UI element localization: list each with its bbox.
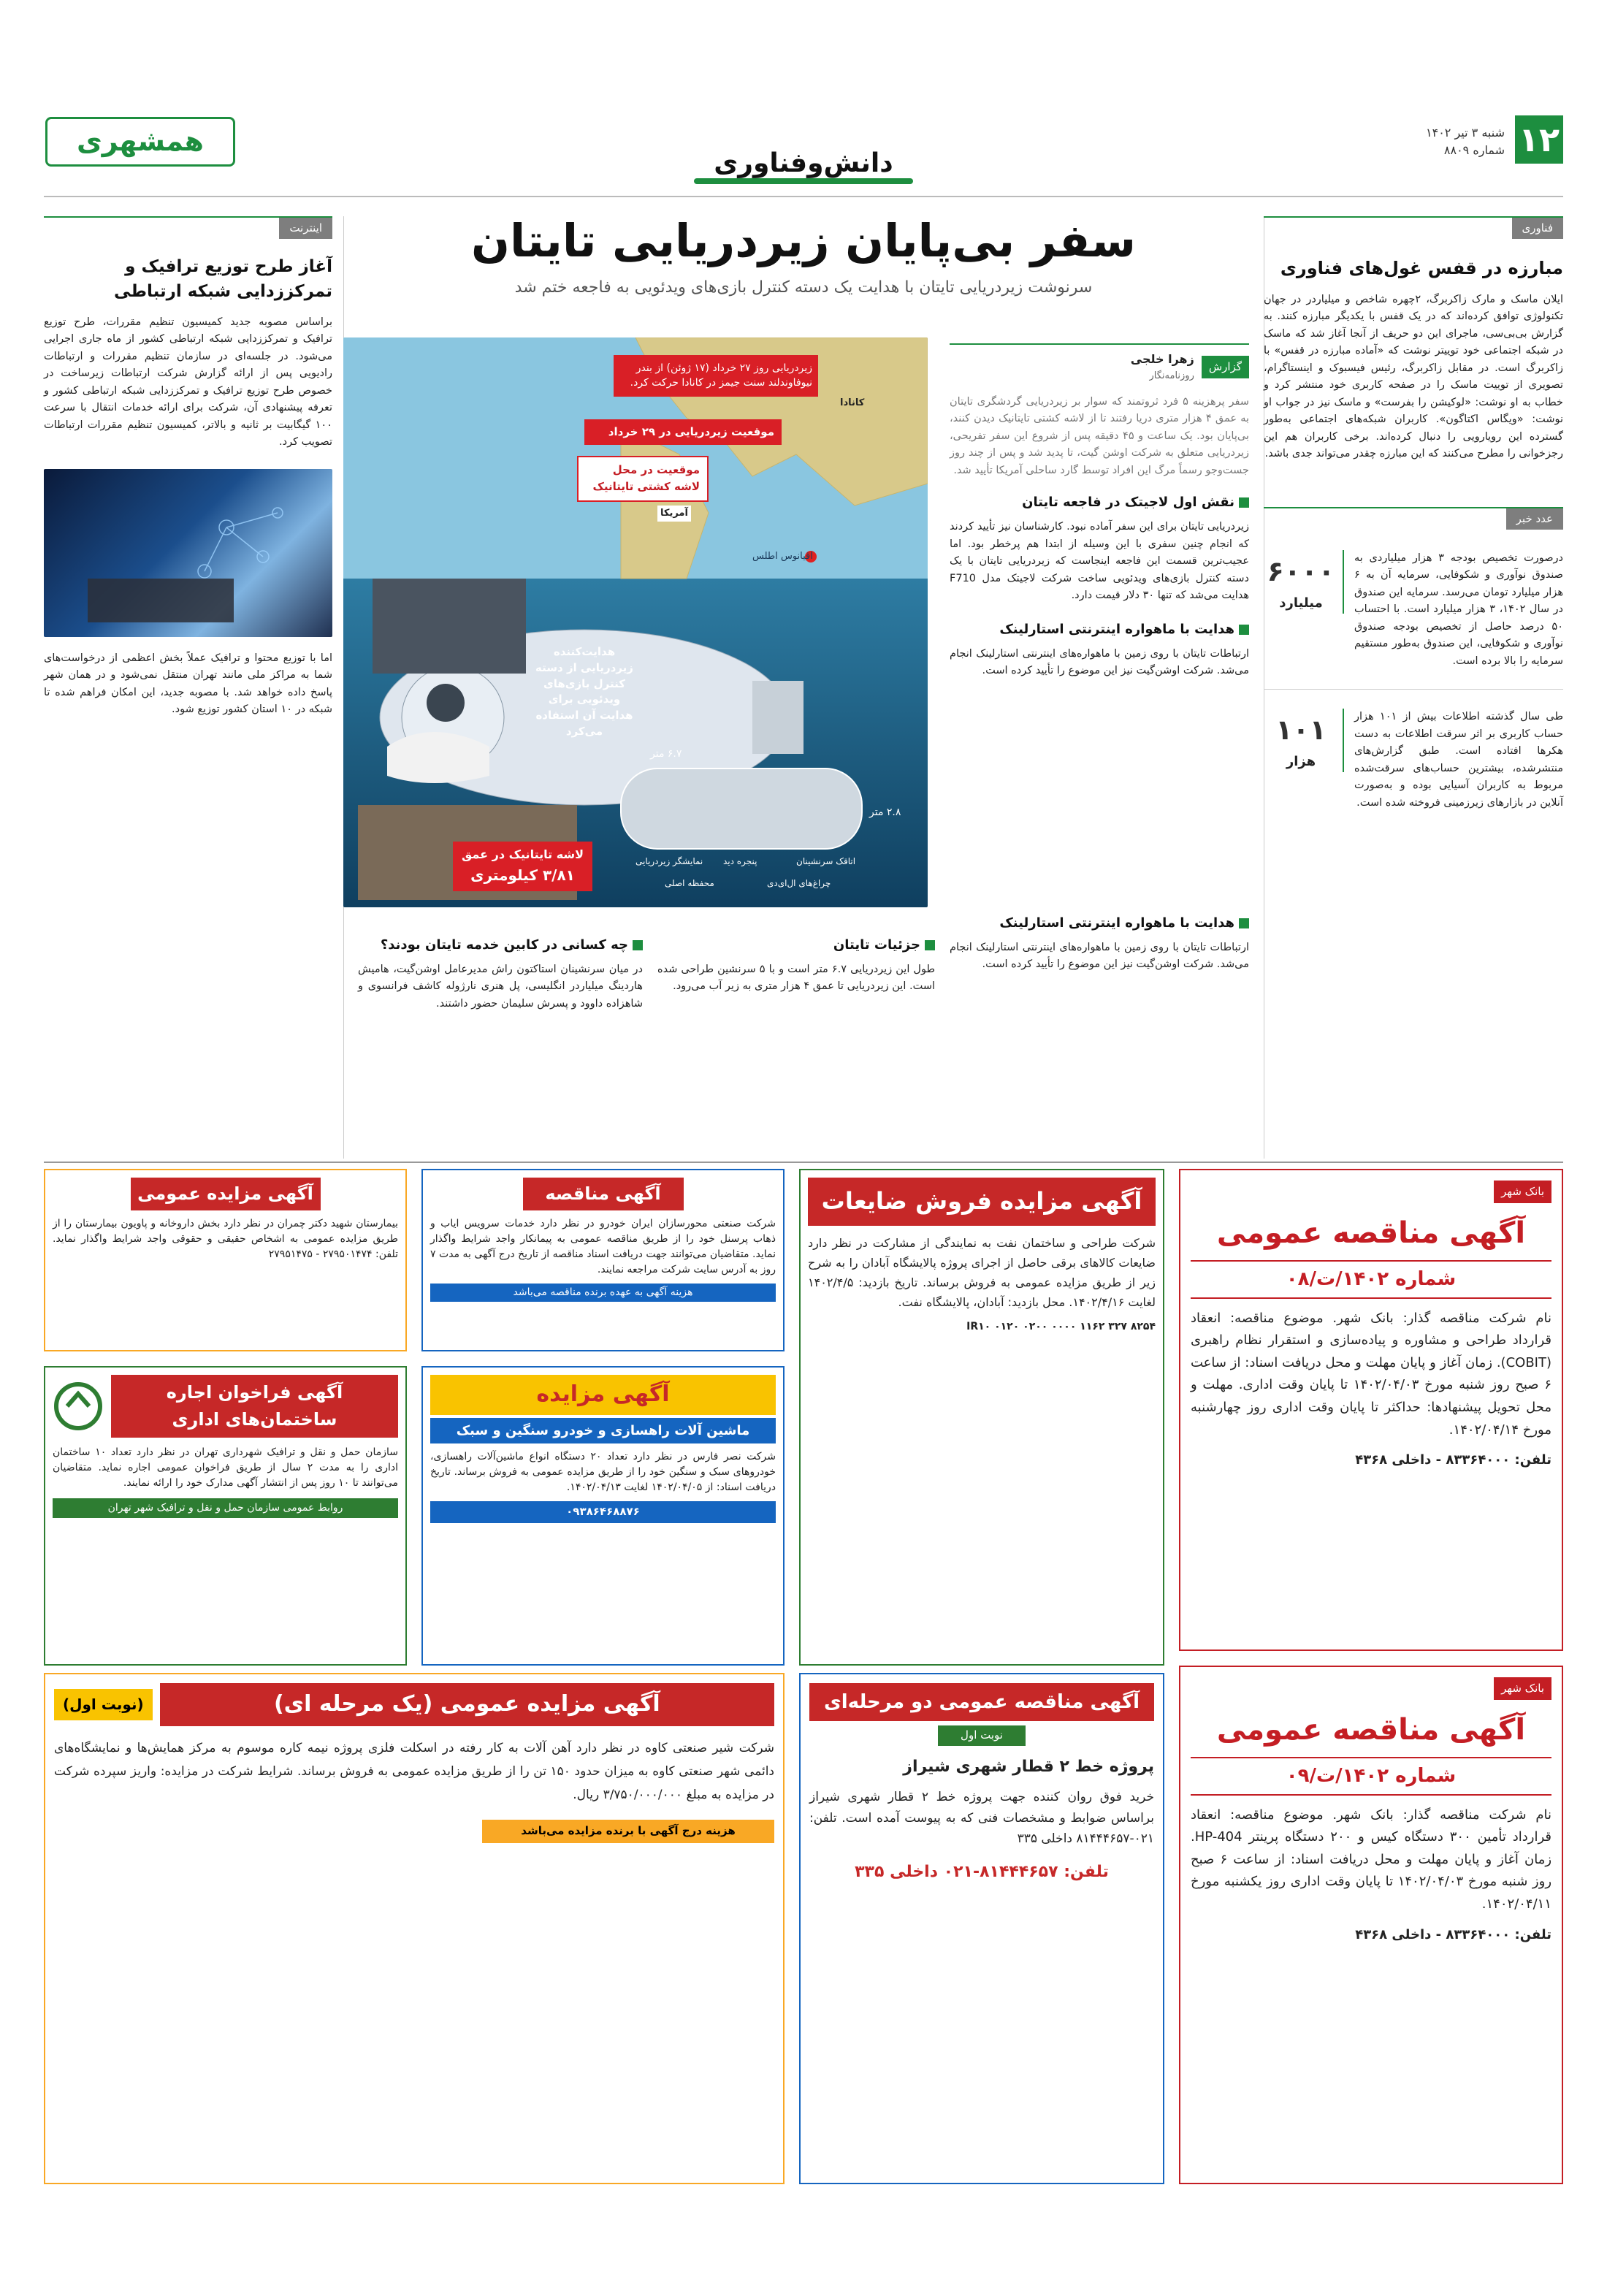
stat-number: ۶۰۰۰ xyxy=(1267,554,1335,587)
article-body: در میان سرنشینان استاکتون راش مدیرعامل اوشن‌گیت، هامیش هاردینگ میلیاردر انگلیسی، پل هنری نارژوله کاشف فرانسوی و شاهزاده داوود و پسرش سلیمان حضور داشتند. xyxy=(358,963,643,1010)
article-body: اما با توزیع محتوا و ترافیک عملاً بخش اعظمی از درخواست‌های شما به مراکز ملی مانند تهران منتقل نمی‌شود و در همان شهر پاسخ داده خواهد شد. با مصوبه جدید، این امکان فراهم شده تا شبکه در ۱۰ استان کشور توزیع شود. xyxy=(44,652,332,716)
ad-account: IR۱۰ ۰۱۲۰ ۰۲۰۰ ۰۰۰۰ ۱۱۶۲ ۳۲۷ ۸۲۵۴ xyxy=(966,1321,1156,1333)
map-label: کانادا xyxy=(840,397,865,408)
right-column xyxy=(1264,216,1563,812)
ad-title: آگهی مناقصه عمومی xyxy=(1216,1216,1526,1251)
article-intro: سفر پرهزینه ۵ فرد ثروتمند که سوار بر زیردریایی گردشگری تایتان به عمق ۴ هزار متری دریا رفتند تا از لاشه کشتی تایتانیک دیدن کنند، بی‌پایان بود. یک ساعت و ۴۵ دقیقه پس از شروع این سفر تفریحی، زیردریایی متعلق به شرکت اوشن گیت، تا پدید شد و پس از چند روز جست‌وجو رسماً مرگ این افراد توسط گارد ساحلی آمریکا تأیید شد. xyxy=(950,395,1249,476)
map-callout: موقعیت زیردریایی در ۲۹ خرداد xyxy=(584,419,782,445)
part-label: نمایشگر زیردریایی xyxy=(635,856,703,866)
wreck-depth: ۳/۸۱ کیلومتری xyxy=(470,866,575,884)
ad-body: خرید فوق روان کننده جهت پروژه خط ۲ قطار شهری شیراز براساس ضوابط و مشخصات فنی که به پیوست آمده است. تلفن: ۰۲۱-۸۱۴۴۴۶۵۷ داخلی ۳۳۵ xyxy=(809,1789,1154,1847)
subhead xyxy=(950,619,1249,640)
ad-scrap-auction xyxy=(799,1169,1164,1666)
section-tag: عدد خبر xyxy=(1506,508,1563,530)
newspaper-logo: همشهری xyxy=(45,117,235,167)
ad-subtitle: ماشین آلات راهسازی و خودرو سنگین و سبک xyxy=(430,1418,776,1444)
article-title: مبارزه در قفس غول‌های فناوری xyxy=(1280,258,1563,279)
article-body: براساس مصوبه جدید کمیسیون تنظیم مقررات، طرح توزیع ترافیک و تمرکززدایی شبکه ارتباطی کشور از ماه جاری اجرایی می‌شود. در جلسه‌ای در سازمان تنظیم مقررات و ارتباطات رادیویی پس از ارائه گزارش شرکت ارتباطات زیرساخت در خصوص طرح توزیع ترافیک و تمرکززدایی شبکه ارتباطی کشور و تعرفه پیشنهادی آن، شرکت برای ارائه خدمات انتقال با سرعت ۱۰۰ گیگابیت بر ثانیه و بالاتر، کمیسیون تنظیم مقررات ارتباطات تصویب کرد. xyxy=(44,316,332,449)
ad-bank-shahr-1 xyxy=(1179,1169,1563,1651)
ad-bank-shahr-2 xyxy=(1179,1666,1563,2184)
ad-phone: ۰۹۳۸۶۴۶۸۸۷۶ xyxy=(430,1501,776,1522)
bullet-icon xyxy=(1239,625,1249,635)
author-role: روزنامه‌نگار xyxy=(1149,370,1194,381)
article-body: طول این زیردریایی ۶.۷ متر است و با ۵ سرنشین طراحی شده است. این زیردریایی تا عمق ۴ هزار متری به زیر آب می‌رود. xyxy=(657,963,936,993)
bullet-icon xyxy=(1239,918,1249,928)
ad-number: شماره ۱۴۰۲/ت/۰۹ xyxy=(1191,1757,1551,1795)
subhead-text: چه کسانی در کابین خدمه تایتان بودند؟ xyxy=(380,937,628,953)
ad-title: آگهی مناقصه عمومی xyxy=(1216,1713,1526,1747)
ad-title: آگهی مزایده xyxy=(430,1375,776,1415)
ad-kaveh-auction xyxy=(44,1673,785,2184)
article-body: ارتباطات تایتان با روی زمین با ماهواره‌های اینترنتی استارلینک انجام می‌شد. شرکت اوشن‌گیت نیز این موضوع را تأیید کرده است. xyxy=(950,941,1249,971)
ad-title: آگهی مزایده فروش ضایعات xyxy=(808,1178,1156,1226)
main-article xyxy=(358,212,1249,300)
ad-body: شرکت طراحی و ساختمان نفت به نمایندگی از مشارکت در نظر دارد ضایعات کالاهای برقی حاصل از اجرای پروژه پالایشگاه آبادان را به شرح زیر از طریق مزایده عمومی به فروش برساند. تاریخ بازدید: ۱۴۰۲/۴/۵ لغایت ۱۴۰۲/۴/۱۶. محل بازدید: آبادان، پالایشگاه نفت. xyxy=(808,1235,1156,1310)
article-body: ارتباطات تایتان با روی زمین با ماهواره‌های اینترنتی استارلینک انجام می‌شد. شرکت اوشن‌گیت نیز این موضوع را تأیید کرده است. xyxy=(950,647,1249,677)
ad-body: شرکت شیر صنعتی کاوه در نظر دارد آهن آلات به کار رفته در اسکلت فلزی پروژه نیمه کاره موسوم به مرکز همایش‌ها و نمایشگاه‌های دائمی شهر صنعتی کاوه به میزان حدود ۱۵۰ تن را از طریق مزایده عمومی به فروش برساند. شرایط شرکت در مزایده: واریز سپرده شرکت در مزایده به مبلغ ۳/۷۵۰/۰۰۰/۰۰۰ ریال. xyxy=(54,1740,774,1803)
author-name: زهرا خلجی xyxy=(1130,352,1194,366)
ad-footer: هزینه آگهی به عهده برنده مناقصه می‌باشد xyxy=(430,1284,776,1302)
ad-phone: تلفن: ۸۳۳۶۴۰۰۰ - داخلی ۴۳۶۸ xyxy=(1355,1926,1551,1942)
stat-text: درصورت تخصیص بودجه ۳ هزار میلیاردی به صندوق نوآوری و شکوفایی، سرمایه آن به ۶ هزار میلیارد تومان می‌رسد. سرمایه این صندوق در سال ۱۴۰۲، ۳ هزار میلیارد است. با احتساب ۵۰ درصد حاصل از تخصیص بودجه صندوق نوآوری و شکوفایی، این صندوق به‌طور مستقیم سرمایه را بالا برده است. xyxy=(1354,552,1564,667)
wreck-depth-box xyxy=(453,842,592,891)
map-callout: موقعیت در محل لاشه کشتی تایتانیک xyxy=(577,456,709,502)
subhead-text: هدایت با ماهواره اینترنتی استارلینک xyxy=(999,621,1234,637)
ad-two-stage-tender xyxy=(799,1673,1164,2184)
article-body: زیردریایی تایتان برای این سفر آماده نبود. کارشناسان نیز تأیید کردند که انجام چنین سفری با این وسیله از ابتدا هم پرخطر بود. اما عجیب‌ترین قسمت این فاجعه اینجاست که زیردریایی تایتان با یک دسته کنترل بازی‌های ویدئویی ساخت شرکت لاجیتک مدل F710 هدایت می‌شد که تنها ۳۰ دلار قیمت دارد. xyxy=(950,521,1249,602)
issue-number: شماره ۸۸۰۹ xyxy=(1443,143,1505,157)
ad-body: نام شرکت مناقصه گذار: بانک شهر. موضوع مناقصه: انعقاد قرارداد طراحی و مشاوره و پیاده‌سازی و استقرار نظام راهبری (COBIT). زمان آغاز و پایان مهلت و محل دریافت اسناد: از ساعت ۶ صبح روز شنبه مورخ ۱۴۰۲/۰۴/۰۳ تا پایان وقت اداری. مهلت و محل تحویل پیشنهادها: حداکثر تا پایان وقت اداری روز چهارشنبه مورخ ۱۴۰۲/۰۴/۱۴. xyxy=(1191,1310,1551,1438)
wreck-title: لاشه تایتانیک در عمق xyxy=(462,847,584,861)
ad-body: بیمارستان شهید دکتر چمران در نظر دارد بخش داروخانه و پاویون بیمارستان را از طریق مزایده عمومی به اشخاص حقیقی و حقوقی واجد شرایط واگذار نماید. تلفن: ۲۷۹۵۰۱۴۷۴ - ۲۷۹۵۱۴۷۵ xyxy=(53,1218,398,1261)
bullet-icon xyxy=(925,940,935,950)
stat-unit: هزار xyxy=(1286,754,1316,770)
ad-body: نام شرکت مناقصه گذار: بانک شهر. موضوع مناقصه: انعقاد قرارداد تأمین ۳۰۰ دستگاه کیس و ۲۰۰ دستگاه پرینتر HP-404. زمان آغاز و پایان مهلت و محل دریافت اسناد: از ساعت ۶ صبح روز شنبه مورخ ۱۴۰۲/۰۴/۰۳ تا پایان وقت اداری روز یکشنبه مورخ ۱۴۰۲/۰۴/۱۱. xyxy=(1191,1807,1552,1912)
bullet-icon xyxy=(1239,497,1249,508)
ad-title: آگهی مناقصه xyxy=(523,1178,684,1210)
ad-title: آگهی مزایده عمومی xyxy=(131,1178,321,1210)
main-headline: سفر بی‌پایان زیردریایی تایتان xyxy=(471,214,1136,267)
report-label: گزارش xyxy=(1202,356,1249,378)
section-title: دانش‌وفناوری xyxy=(714,148,893,178)
subhead-text: هدایت با ماهواره اینترنتی استارلینک xyxy=(999,915,1234,931)
ad-hospital-auction xyxy=(44,1169,407,1351)
ad-title: آگهی مزایده عمومی (یک مرحله ای) xyxy=(160,1683,774,1726)
sub-article xyxy=(657,935,935,996)
ad-brand: بانک شهر xyxy=(1494,1181,1551,1203)
article-body: ایلان ماسک و مارک زاکربرگ، ۲چهره شاخص و میلیاردر در جهان تکنولوژی توافق کرده‌اند که در یک قفس با یکدیگر مبارزه کنند. به گزارش بی‌بی‌سی، ماجرای این دو حریف از آنجا آغاز شد که ماسک در شبکه اجتماعی خود توییتر نوشت که «آماده مبارزه در قفس» با زاکربرگ است. در مقابل زاکربرگ، رئیس فیسبوک و اینستاگرام، تصویری از توییت ماسک را در صفحه کاربری خود منتشر کرد و خطاب به او نوشت: «لوکیشن را بفرست» و ماسک نیز در جواب او نوشت: «ویگاس اکتاگون». کاربران شبکه‌های اجتماعی به‌طور گسترده این رویارویی را دنبال کرده‌اند. برخی کاربران هم این رجزخوانی را مطرح می‌کنند که این مبارزه چقدر می‌تواند جدی باشد. xyxy=(1264,293,1563,460)
stat-unit: میلیارد xyxy=(1279,595,1323,611)
ad-footer: هزینه درج آگهی با برنده مزایده می‌باشد xyxy=(482,1820,774,1842)
part-label: چراغ‌های ال‌ای‌دی xyxy=(767,878,831,888)
ad-title: آگهی فراخوان اجاره ساختمان‌های اداری xyxy=(111,1375,398,1438)
ad-transport-rental xyxy=(44,1366,407,1666)
sub-article xyxy=(358,935,643,1012)
ad-brand: بانک شهر xyxy=(1494,1677,1551,1700)
bullet-icon xyxy=(633,940,643,950)
part-label: پنجره دید xyxy=(723,856,757,866)
section-tag: فناوری xyxy=(1512,218,1564,239)
sub-article xyxy=(950,913,1249,974)
page-number: ۱۲ xyxy=(1515,115,1563,164)
header-rule xyxy=(44,196,1563,197)
map-label: اقیانوس اطلس xyxy=(752,551,813,562)
ad-phone: تلفن: ۸۱۴۴۴۶۵۷-۰۲۱ داخلی ۳۳۵ xyxy=(855,1863,1109,1882)
subhead xyxy=(950,913,1249,934)
controller-caption: هدایت‌کننده زیردریایی از دسته کنترل بازی‌های ویدئویی برای هدایت آن استفاده می‌کرد xyxy=(535,645,633,738)
titan-infographic xyxy=(343,337,928,907)
subhead xyxy=(358,935,643,956)
part-label: اتاقک سرنشینان xyxy=(796,856,856,866)
ad-machinery-auction xyxy=(421,1366,785,1666)
ad-number: شماره ۱۴۰۲/ت/۰۸ xyxy=(1191,1260,1551,1298)
ad-project: پروژه خط ۲ قطار شهری شیراز xyxy=(903,1757,1154,1776)
map-callout: زیردریایی روز ۲۷ خرداد (۱۷ ژوئن) از بندر نیوفاوندلند سنت جیمز در کانادا حرکت کرد. xyxy=(614,355,818,397)
dimension-label: ۲.۸ متر xyxy=(869,806,901,818)
subhead xyxy=(657,935,935,956)
ad-tag: نوبت اول xyxy=(938,1725,1026,1745)
ad-tender xyxy=(421,1169,785,1351)
subhead-text: نقش اول لاجیتک در فاجعه تایتان xyxy=(1022,495,1234,511)
laptop-photo xyxy=(44,469,332,637)
dimension-label: ۶.۷ متر xyxy=(650,748,682,760)
ads-divider xyxy=(44,1162,1563,1163)
section-underline xyxy=(694,178,913,184)
left-column xyxy=(44,216,332,719)
ad-phone: تلفن: ۸۳۳۶۴۰۰۰ - داخلی ۴۳۶۸ xyxy=(1355,1452,1551,1468)
recycle-logo-icon xyxy=(53,1381,104,1432)
map-label: آمریکا xyxy=(657,506,691,522)
article-text-column xyxy=(950,343,1249,680)
section-tag: اینترنت xyxy=(279,218,332,239)
ad-title: آگهی مناقصه عمومی دو مرحله‌ای xyxy=(809,1683,1154,1721)
main-subtitle: سرنوشت زیردریایی تایتان با هدایت یک دسته کنترل بازی‌های ویدئویی به فاجعه ختم شد xyxy=(514,278,1093,297)
stat-text: طی سال گذشته اطلاعات بیش از ۱۰۱ هزار حساب کاربری بر اثر سرقت اطلاعات به دست هکرها افتاده است. طبق گزارش‌های منتشرشده، بیشترین حساب‌های سرقت‌شده مربوط به کاربران آسیایی بوده و به‌صورت آنلاین در بازارهای زیرزمینی فروخته شده است. xyxy=(1354,711,1563,809)
ad-footer: روابط عمومی سازمان حمل و نقل و ترافیک شهر تهران xyxy=(53,1498,398,1518)
subhead xyxy=(950,492,1249,513)
ad-body: شرکت صنعتی محورسازان ایران خودرو در نظر دارد خدمات سرویس ایاب و ذهاب پرسنل خود را از طریق مناقصه عمومی به پیمانکار واجد شرایط واگذار نماید. متقاضیان می‌توانند جهت دریافت اسناد مناقصه از تاریخ درج آگهی به مدت ۷ روز به آدرس سایت شرکت مراجعه نمایند. xyxy=(430,1218,776,1276)
part-label: محفظه اصلی xyxy=(665,878,714,888)
ad-body: شرکت نصر فارس در نظر دارد تعداد ۲۰ دستگاه انواع ماشین‌آلات راهسازی، خودروهای سبک و سنگین خود را از طریق مزایده عمومی به فروش برساند. تاریخ دریافت اسناد: از ۱۴۰۲/۰۴/۰۵ لغایت ۱۴۰۲/۰۴/۱۳. xyxy=(430,1451,776,1494)
subhead-text: جزئیات تایتان xyxy=(833,937,920,953)
stat-number: ۱۰۱ xyxy=(1275,714,1327,747)
article-title: آغاز طرح توزیع ترافیک و تمرکززدایی شبکه ارتباطی xyxy=(114,257,332,301)
ad-tag: (نوبت اول) xyxy=(54,1689,153,1720)
ad-body: سازمان حمل و نقل و ترافیک شهرداری تهران در نظر دارد تعداد ۱۰ ساختمان اداری را به مدت ۲ سال از طریق فراخوان عمومی اجاره نماید. متقاضیان می‌توانند تا ۱۰ روز پس از انتشار آگهی مدارک خود را ارائه نمایند. xyxy=(53,1446,398,1490)
network-icon xyxy=(44,469,332,637)
issue-date: شنبه ۳ تیر ۱۴۰۲ xyxy=(1426,126,1505,140)
